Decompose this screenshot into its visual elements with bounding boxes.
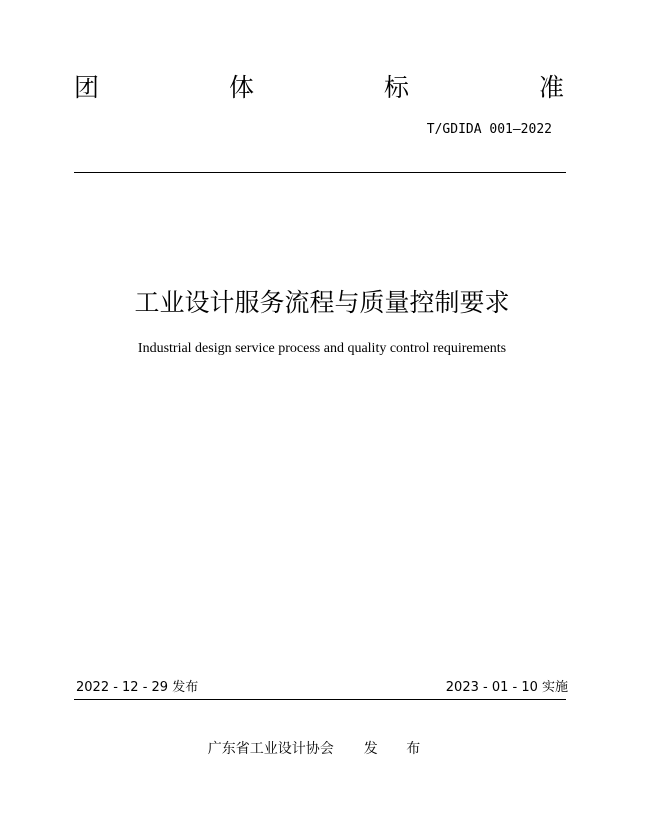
standard-type-char: 标 <box>383 73 409 102</box>
standard-type-char: 准 <box>538 73 564 102</box>
publish-label: 发 布 <box>363 741 433 757</box>
implementation-date: 2023 - 01 - 10 实施 <box>445 680 568 695</box>
issue-date: 2022 - 12 - 29 发布 <box>76 680 199 695</box>
publisher-line <box>0 740 640 758</box>
standard-type-char: 团 <box>74 73 100 102</box>
publisher-name: 广东省工业设计协会 <box>207 741 334 757</box>
top-divider <box>74 172 566 173</box>
document-title-chinese: 工业设计服务流程与质量控制要求 <box>134 288 510 317</box>
standard-type-heading <box>74 72 564 104</box>
standard-type-char: 体 <box>228 73 254 102</box>
bottom-divider <box>74 699 566 700</box>
document-title-english: Industrial design service process and quality control requirements <box>137 341 507 356</box>
standard-code: T/GDIDA 001—2022 <box>426 122 552 137</box>
